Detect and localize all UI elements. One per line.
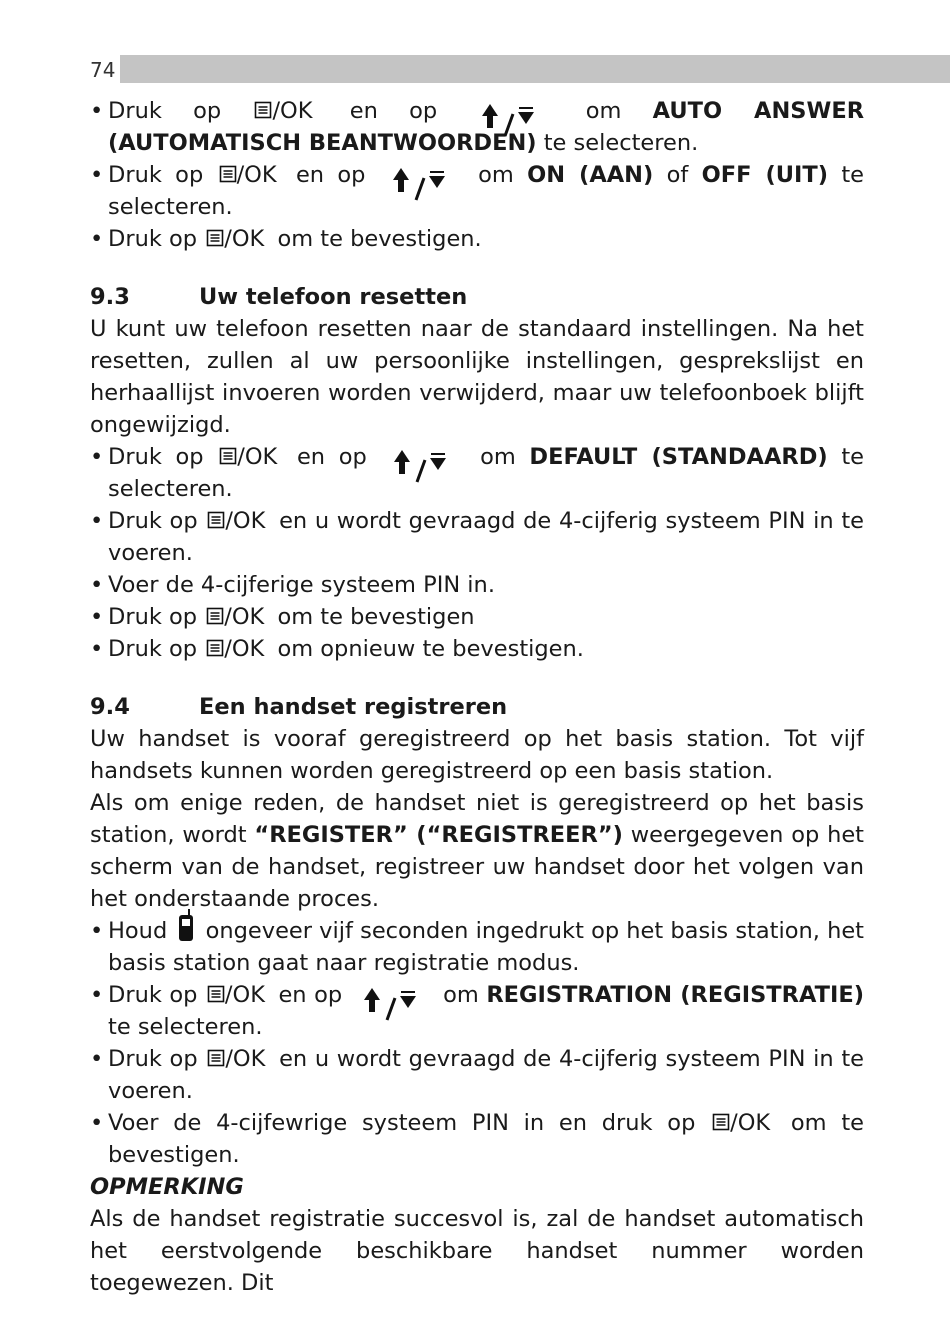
menu-square-icon	[206, 607, 224, 625]
ok-key: /OK	[206, 633, 264, 665]
up-down-arrows-icon	[476, 102, 546, 122]
ok-key: /OK	[207, 1043, 265, 1075]
note-text: Als de handset registratie succesvol is, zal de handset automatisch het eerstvolgende beschikbare handset nummer worden toegewezen. Dit	[90, 1206, 864, 1296]
ok-key: /OK	[712, 1107, 770, 1139]
list-item: • Voer de 4-cijferige systeem PIN in.	[90, 569, 864, 601]
ok-key: /OK	[206, 601, 264, 633]
ok-key: /OK	[207, 979, 265, 1011]
list-item: • Druk op /OK en op om DEFAULT (STANDAARD) te selecteren.	[90, 441, 864, 505]
list-item: • Druk op /OK en op om REGISTRATION (REGISTRATIE) te selecteren.	[90, 979, 864, 1043]
menu-square-icon	[207, 511, 225, 529]
menu-square-icon	[206, 639, 224, 657]
menu-square-icon	[254, 101, 272, 119]
header-bar	[90, 55, 950, 83]
ok-key: /OK	[206, 223, 264, 255]
menu-square-icon	[207, 1049, 225, 1067]
list-item: • Druk op /OK en u wordt gevraagd de 4-cijferig systeem PIN in te voeren.	[90, 1043, 864, 1107]
menu-square-icon	[206, 229, 224, 247]
list-item: • Houd ongeveer vijf seconden ingedrukt op het basis station, het basis station gaat naar registratie modus.	[90, 915, 864, 979]
section-heading-9-4: 9.4 Een handset registreren	[90, 694, 508, 720]
paragraph: U kunt uw telefoon resetten naar de standaard instellingen. Na het resetten, zullen al uw persoonlijke instellingen, gesprekslijst en herhaallijst invoeren worden verwijderd, maar uw telefoonboek blijft ongewijzigd.	[90, 316, 864, 438]
menu-square-icon	[219, 447, 237, 465]
ok-key: /OK	[219, 441, 277, 473]
menu-square-icon	[712, 1113, 730, 1131]
paragraph: Uw handset is vooraf geregistreerd op het basis station. Tot vijf handsets kunnen worden geregistreerd op een basis station.	[90, 726, 864, 784]
list-item: • Druk op /OK en u wordt gevraagd de 4-cijferig systeem PIN in te voeren.	[90, 505, 864, 569]
list-item: • Druk op /OK en op om AUTO ANSWER (AUTOMATISCH BEANTWOORDEN) te selecteren.	[90, 95, 864, 159]
list-item: • Druk op /OK en op om ON (AAN) of OFF (UIT) te selecteren.	[90, 159, 864, 223]
list-item: • Druk op /OK om te bevestigen	[90, 601, 864, 633]
list-item: • Druk op /OK om opnieuw te bevestigen.	[90, 633, 864, 665]
handset-icon	[178, 918, 194, 942]
ok-key: /OK	[219, 159, 277, 191]
up-down-arrows-icon	[358, 986, 428, 1006]
menu-square-icon	[207, 985, 225, 1003]
list-item: • Voer de 4-cijfewrige systeem PIN in en druk op /OK om te bevestigen.	[90, 1107, 864, 1171]
up-down-arrows-icon	[387, 166, 457, 186]
section-heading-9-3: 9.3 Uw telefoon resetten	[90, 284, 468, 310]
up-down-arrows-icon	[388, 448, 458, 468]
page-number: 74	[90, 55, 120, 83]
page-content	[90, 95, 864, 1299]
ok-key: /OK	[207, 505, 265, 537]
list-item: • Druk op /OK om te bevestigen.	[90, 223, 864, 255]
paragraph: Als om enige reden, de handset niet is geregistreerd op het basis station, wordt “REGISTER” (“REGISTREER”) weergegeven op het scherm van de handset, registreer uw handset door het volgen van het onderstaande proces.	[90, 790, 865, 912]
note-title: OPMERKING	[90, 1174, 244, 1200]
ok-key: /OK	[254, 95, 312, 127]
menu-square-icon	[219, 165, 237, 183]
